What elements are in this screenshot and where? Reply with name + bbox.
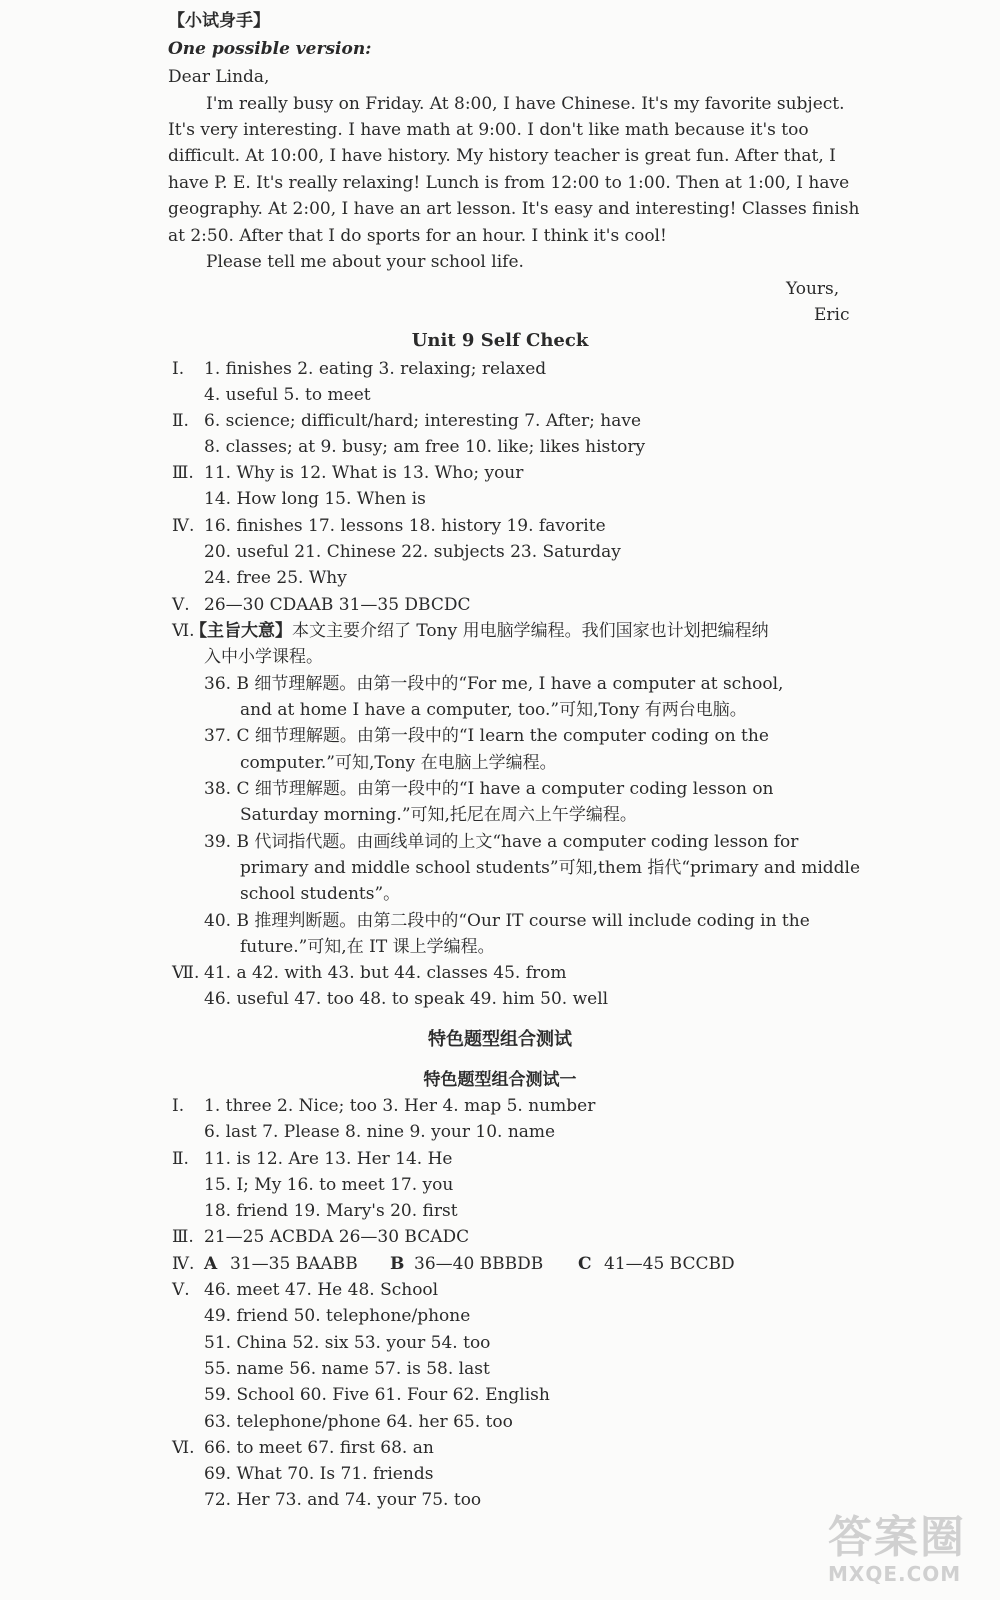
unit-title: Unit 9 Self Check	[411, 330, 589, 351]
letter-line: It's very interesting. I have math at 9:00. I don't like math because it's too	[168, 120, 809, 140]
explanation-line: computer.”可知,Tony 在电脑上学编程。	[240, 753, 557, 773]
answer-text: 15. I; My 16. to meet 17. you	[204, 1175, 454, 1195]
roman-numeral: Ⅵ.	[172, 621, 195, 641]
letter-line: difficult. At 10:00, I have history. My history teacher is great fun. After that, I	[168, 146, 836, 166]
roman-numeral: Ⅴ.	[172, 1280, 190, 1300]
answer-text: 18. friend 19. Mary's 20. first	[204, 1201, 458, 1221]
test-subtitle: 特色题型组合测试一	[423, 1070, 577, 1090]
explanation-line: 40. B 推理判断题。由第二段中的“Our IT course will include coding in the	[204, 911, 810, 931]
letter-closing: Yours,	[786, 279, 840, 299]
letter-line: have P. E. It's really relaxing! Lunch is from 12:00 to 1:00. Then at 1:00, I have	[168, 173, 850, 193]
explanation-line: 38. C 细节理解题。由第一段中的“I have a computer coding lesson on	[204, 779, 774, 799]
watermark-text: 答案圈	[828, 1512, 966, 1563]
watermark-logo	[828, 1514, 978, 1592]
answer-text: 63. telephone/phone 64. her 65. too	[204, 1412, 513, 1432]
roman-numeral: Ⅲ.	[172, 1227, 194, 1247]
part-c-label: C	[578, 1254, 592, 1274]
answer-text: 1. finishes 2. eating 3. relaxing; relaxed	[204, 359, 547, 379]
roman-numeral: Ⅶ.	[172, 963, 200, 983]
answer-text: 21—25 ACBDA 26—30 BCADC	[204, 1227, 470, 1247]
letter-line: I'm really busy on Friday. At 8:00, I have Chinese. It's my favorite subject.	[206, 94, 845, 114]
part-a-label: A	[204, 1254, 218, 1274]
main-idea-text: 入中小学课程。	[204, 647, 323, 667]
answer-text: 72. Her 73. and 74. your 75. too	[204, 1490, 482, 1510]
answer-text: 4. useful 5. to meet	[204, 385, 371, 405]
answer-text: 24. free 25. Why	[204, 568, 347, 588]
explanation-line: 36. B 细节理解题。由第一段中的“For me, I have a computer at school,	[204, 674, 784, 694]
answer-text: 51. China 52. six 53. your 54. too	[204, 1333, 491, 1353]
roman-numeral: Ⅵ.	[172, 1438, 195, 1458]
watermark-url: MXQE.COM	[828, 1562, 962, 1586]
explanation-line: primary and middle school students”可知,them 指代“primary and middle	[240, 858, 861, 878]
explanation-line: and at home I have a computer, too.”可知,Tony 有两台电脑。	[240, 700, 747, 720]
roman-numeral: Ⅱ.	[172, 411, 189, 431]
explanation-line: Saturday morning.”可知,托尼在周六上午学编程。	[240, 805, 637, 825]
answer-text: 11. is 12. Are 13. Her 14. He	[204, 1149, 453, 1169]
letter-signature: Eric	[814, 305, 850, 325]
answer-text: 69. What 70. Is 71. friends	[204, 1464, 434, 1484]
explanation-line: 37. C 细节理解题。由第一段中的“I learn the computer coding on the	[204, 726, 769, 746]
roman-numeral: Ⅱ.	[172, 1149, 189, 1169]
part-b-label: B	[390, 1254, 405, 1274]
letter-line: at 2:50. After that I do sports for an hour. I think it's cool!	[168, 226, 667, 246]
explanation-line: 39. B 代词指代题。由画线单词的上文“have a computer coding lesson for	[204, 832, 799, 852]
answer-text: 49. friend 50. telephone/phone	[204, 1306, 471, 1326]
part-c-answers: 41—45 BCCBD	[604, 1254, 735, 1274]
explanation-line: school students”。	[240, 884, 401, 904]
version-label: One possible version:	[168, 39, 372, 59]
explanation-line: future.”可知,在 IT 课上学编程。	[240, 937, 495, 957]
roman-numeral: Ⅳ.	[172, 516, 195, 536]
answer-text: 46. meet 47. He 48. School	[204, 1280, 439, 1300]
letter-line: Please tell me about your school life.	[206, 252, 524, 272]
main-idea-tag: 【主旨大意】	[190, 621, 292, 641]
part-a-answers: 31—35 BAABB	[230, 1254, 358, 1274]
main-idea-text: 本文主要介绍了 Tony 用电脑学编程。我们国家也计划把编程纳	[292, 621, 769, 641]
letter-greeting: Dear Linda,	[168, 67, 270, 87]
roman-numeral: Ⅴ.	[172, 595, 190, 615]
part-b-answers: 36—40 BBBDB	[414, 1254, 544, 1274]
test-title: 特色题型组合测试	[428, 1029, 572, 1050]
answer-text: 41. a 42. with 43. but 44. classes 45. from	[204, 963, 567, 983]
answer-text: 1. three 2. Nice; too 3. Her 4. map 5. number	[204, 1096, 596, 1116]
answer-text: 6. science; difficult/hard; interesting 7. After; have	[204, 411, 642, 431]
roman-numeral: Ⅰ.	[172, 359, 185, 379]
answer-text: 55. name 56. name 57. is 58. last	[204, 1359, 490, 1379]
answer-text: 16. finishes 17. lessons 18. history 19. favorite	[204, 516, 606, 536]
answer-text: 46. useful 47. too 48. to speak 49. him 50. well	[204, 989, 609, 1009]
answer-text: 26—30 CDAAB 31—35 DBCDC	[204, 595, 471, 615]
roman-numeral: Ⅰ.	[172, 1096, 185, 1116]
answer-text: 8. classes; at 9. busy; am free 10. like; likes history	[204, 437, 646, 457]
answer-text: 66. to meet 67. first 68. an	[204, 1438, 434, 1458]
answer-text: 59. School 60. Five 61. Four 62. English	[204, 1385, 550, 1405]
roman-numeral: Ⅳ.	[172, 1254, 195, 1274]
roman-numeral: Ⅲ.	[172, 463, 194, 483]
letter-line: geography. At 2:00, I have an art lesson. It's easy and interesting! Classes finish	[168, 199, 860, 219]
section-tag: 【小试身手】	[168, 11, 270, 31]
answer-text: 11. Why is 12. What is 13. Who; your	[204, 463, 524, 483]
answer-text: 20. useful 21. Chinese 22. subjects 23. Saturday	[204, 542, 621, 562]
answer-text: 6. last 7. Please 8. nine 9. your 10. name	[204, 1122, 556, 1142]
answer-text: 14. How long 15. When is	[204, 489, 426, 509]
